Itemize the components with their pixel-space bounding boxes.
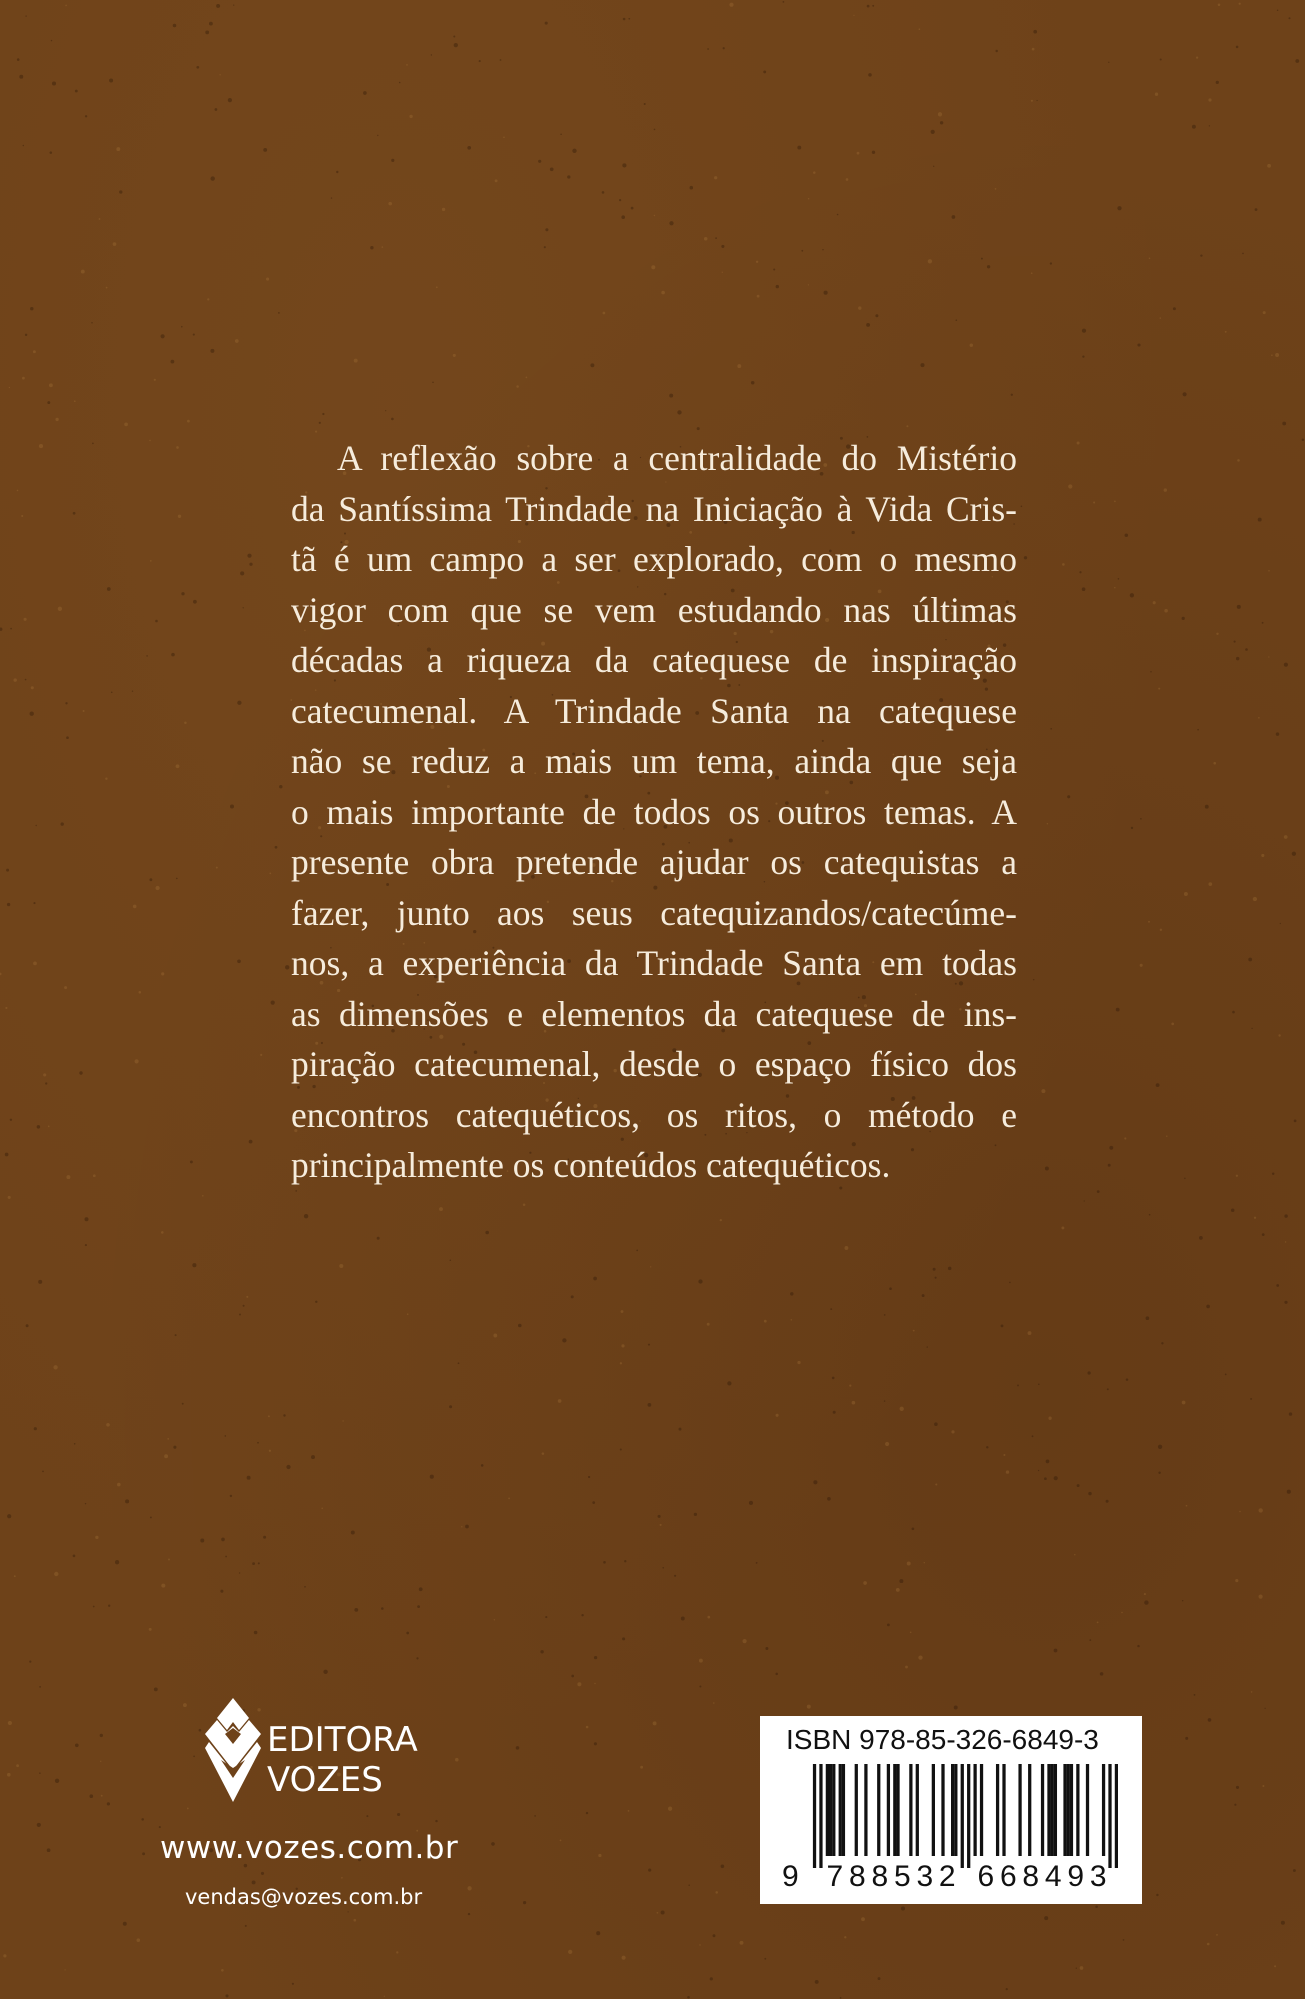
barcode-bar [1076, 1764, 1079, 1856]
blurb-line: catecumenal. A Trindade Santa na catequese [291, 690, 1017, 731]
barcode-digit: 6 [977, 1860, 995, 1893]
barcode-digit: 8 [871, 1860, 889, 1893]
blurb-line: tã é um campo a ser explorado, com o mesmo [291, 539, 1017, 579]
barcode-bar [1018, 1764, 1021, 1856]
publisher-logo [203, 1698, 443, 1808]
barcode-bar [1041, 1764, 1044, 1856]
barcode-bar [877, 1764, 880, 1856]
barcode-bar [842, 1764, 845, 1856]
barcode-bar [855, 1764, 858, 1856]
barcode-bar [1108, 1764, 1111, 1868]
barcode-bar [829, 1764, 832, 1856]
barcode-digit: 7 [826, 1860, 844, 1893]
blurb-line: presente obra pretende ajudar os catequistas a [291, 842, 1017, 882]
barcode-digits [782, 1859, 1124, 1895]
barcode-bar [909, 1764, 912, 1856]
barcode-digit: 6 [1000, 1860, 1017, 1893]
publisher-name-line2: VOZES [267, 1760, 383, 1800]
barcode-bar [1102, 1764, 1105, 1856]
barcode-bar [1047, 1764, 1050, 1856]
barcode-digit: 9 [782, 1860, 799, 1893]
publisher-name [267, 1720, 418, 1800]
barcode-bar [893, 1764, 896, 1856]
barcode-bar [826, 1764, 829, 1856]
barcode-bar [1028, 1764, 1031, 1856]
blurb-line: encontros catequéticos, os ritos, o método e [291, 1094, 1017, 1135]
isbn-barcode [760, 1716, 1142, 1904]
vozes-logo-icon [203, 1698, 263, 1804]
blurb-line: décadas a riqueza da catequese de inspiração [291, 640, 1017, 680]
barcode-bar [819, 1764, 822, 1868]
barcode-digit: 5 [894, 1860, 911, 1893]
barcode-bar [1086, 1764, 1089, 1856]
barcode-digit: 8 [1022, 1860, 1040, 1893]
publisher-name-line1: EDITORA [267, 1720, 418, 1760]
blurb-line: as dimensões e elementos da catequese de ins- [291, 993, 1017, 1034]
barcode-bar [961, 1764, 964, 1868]
barcode-digit: 8 [849, 1860, 866, 1893]
barcode-bar [1115, 1764, 1118, 1868]
barcode-bar [1054, 1764, 1057, 1856]
blurb-line: o mais importante de todos os outros temas. A [291, 791, 1017, 832]
barcode-digit: 4 [1044, 1860, 1062, 1893]
blurb-line: fazer, junto aos seus catequizandos/catecúme- [291, 892, 1017, 933]
blurb-text [291, 433, 1017, 1191]
barcode-bar [941, 1764, 944, 1856]
barcode-bar [813, 1764, 816, 1868]
barcode-bar [951, 1764, 954, 1856]
barcode-bar [1070, 1764, 1073, 1856]
barcode-bar [1063, 1764, 1066, 1856]
barcode-bar [864, 1764, 867, 1856]
barcode-bar [932, 1764, 935, 1856]
blurb-line: vigor com que se vem estudando nas últimas [291, 589, 1017, 630]
barcode-bar [832, 1764, 835, 1856]
barcode-digit: 3 [916, 1860, 934, 1893]
barcode-bar [973, 1764, 976, 1856]
barcode-bars [784, 1764, 1118, 1868]
barcode-bar [980, 1764, 983, 1856]
blurb-line: da Santíssima Trindade na Iniciação à Vida Cris- [291, 488, 1017, 529]
barcode-bar [967, 1764, 970, 1868]
blurb-line: A reflexão sobre a centralidade do Mistério [337, 438, 1017, 478]
barcode-bar [887, 1764, 890, 1856]
barcode-bar [896, 1764, 899, 1856]
barcode-bar [839, 1764, 842, 1856]
barcode-bar [1067, 1764, 1070, 1856]
barcode-bar [916, 1764, 919, 1856]
blurb-line: nos, a experiência da Trindade Santa em todas [291, 943, 1017, 983]
barcode-bar [954, 1764, 957, 1856]
blurb-line: não se reduz a mais um tema, ainda que seja [291, 741, 1017, 781]
barcode-bar [1002, 1764, 1005, 1856]
publisher-website: www.vozes.com.br [160, 1830, 459, 1866]
isbn-label: ISBN 978-85-326-6849-3 [786, 1724, 1099, 1755]
barcode-bar [996, 1764, 999, 1856]
barcode-digit: 9 [1067, 1860, 1085, 1893]
blurb-line: principalmente os conteúdos catequéticos. [291, 1145, 891, 1185]
barcode-digit: 2 [938, 1860, 956, 1893]
blurb-line: piração catecumenal, desde o espaço físico dos [291, 1044, 1017, 1084]
barcode-digit: 3 [1089, 1860, 1107, 1893]
publisher-email: vendas@vozes.com.br [185, 1885, 423, 1909]
barcode-bar [1051, 1764, 1054, 1856]
